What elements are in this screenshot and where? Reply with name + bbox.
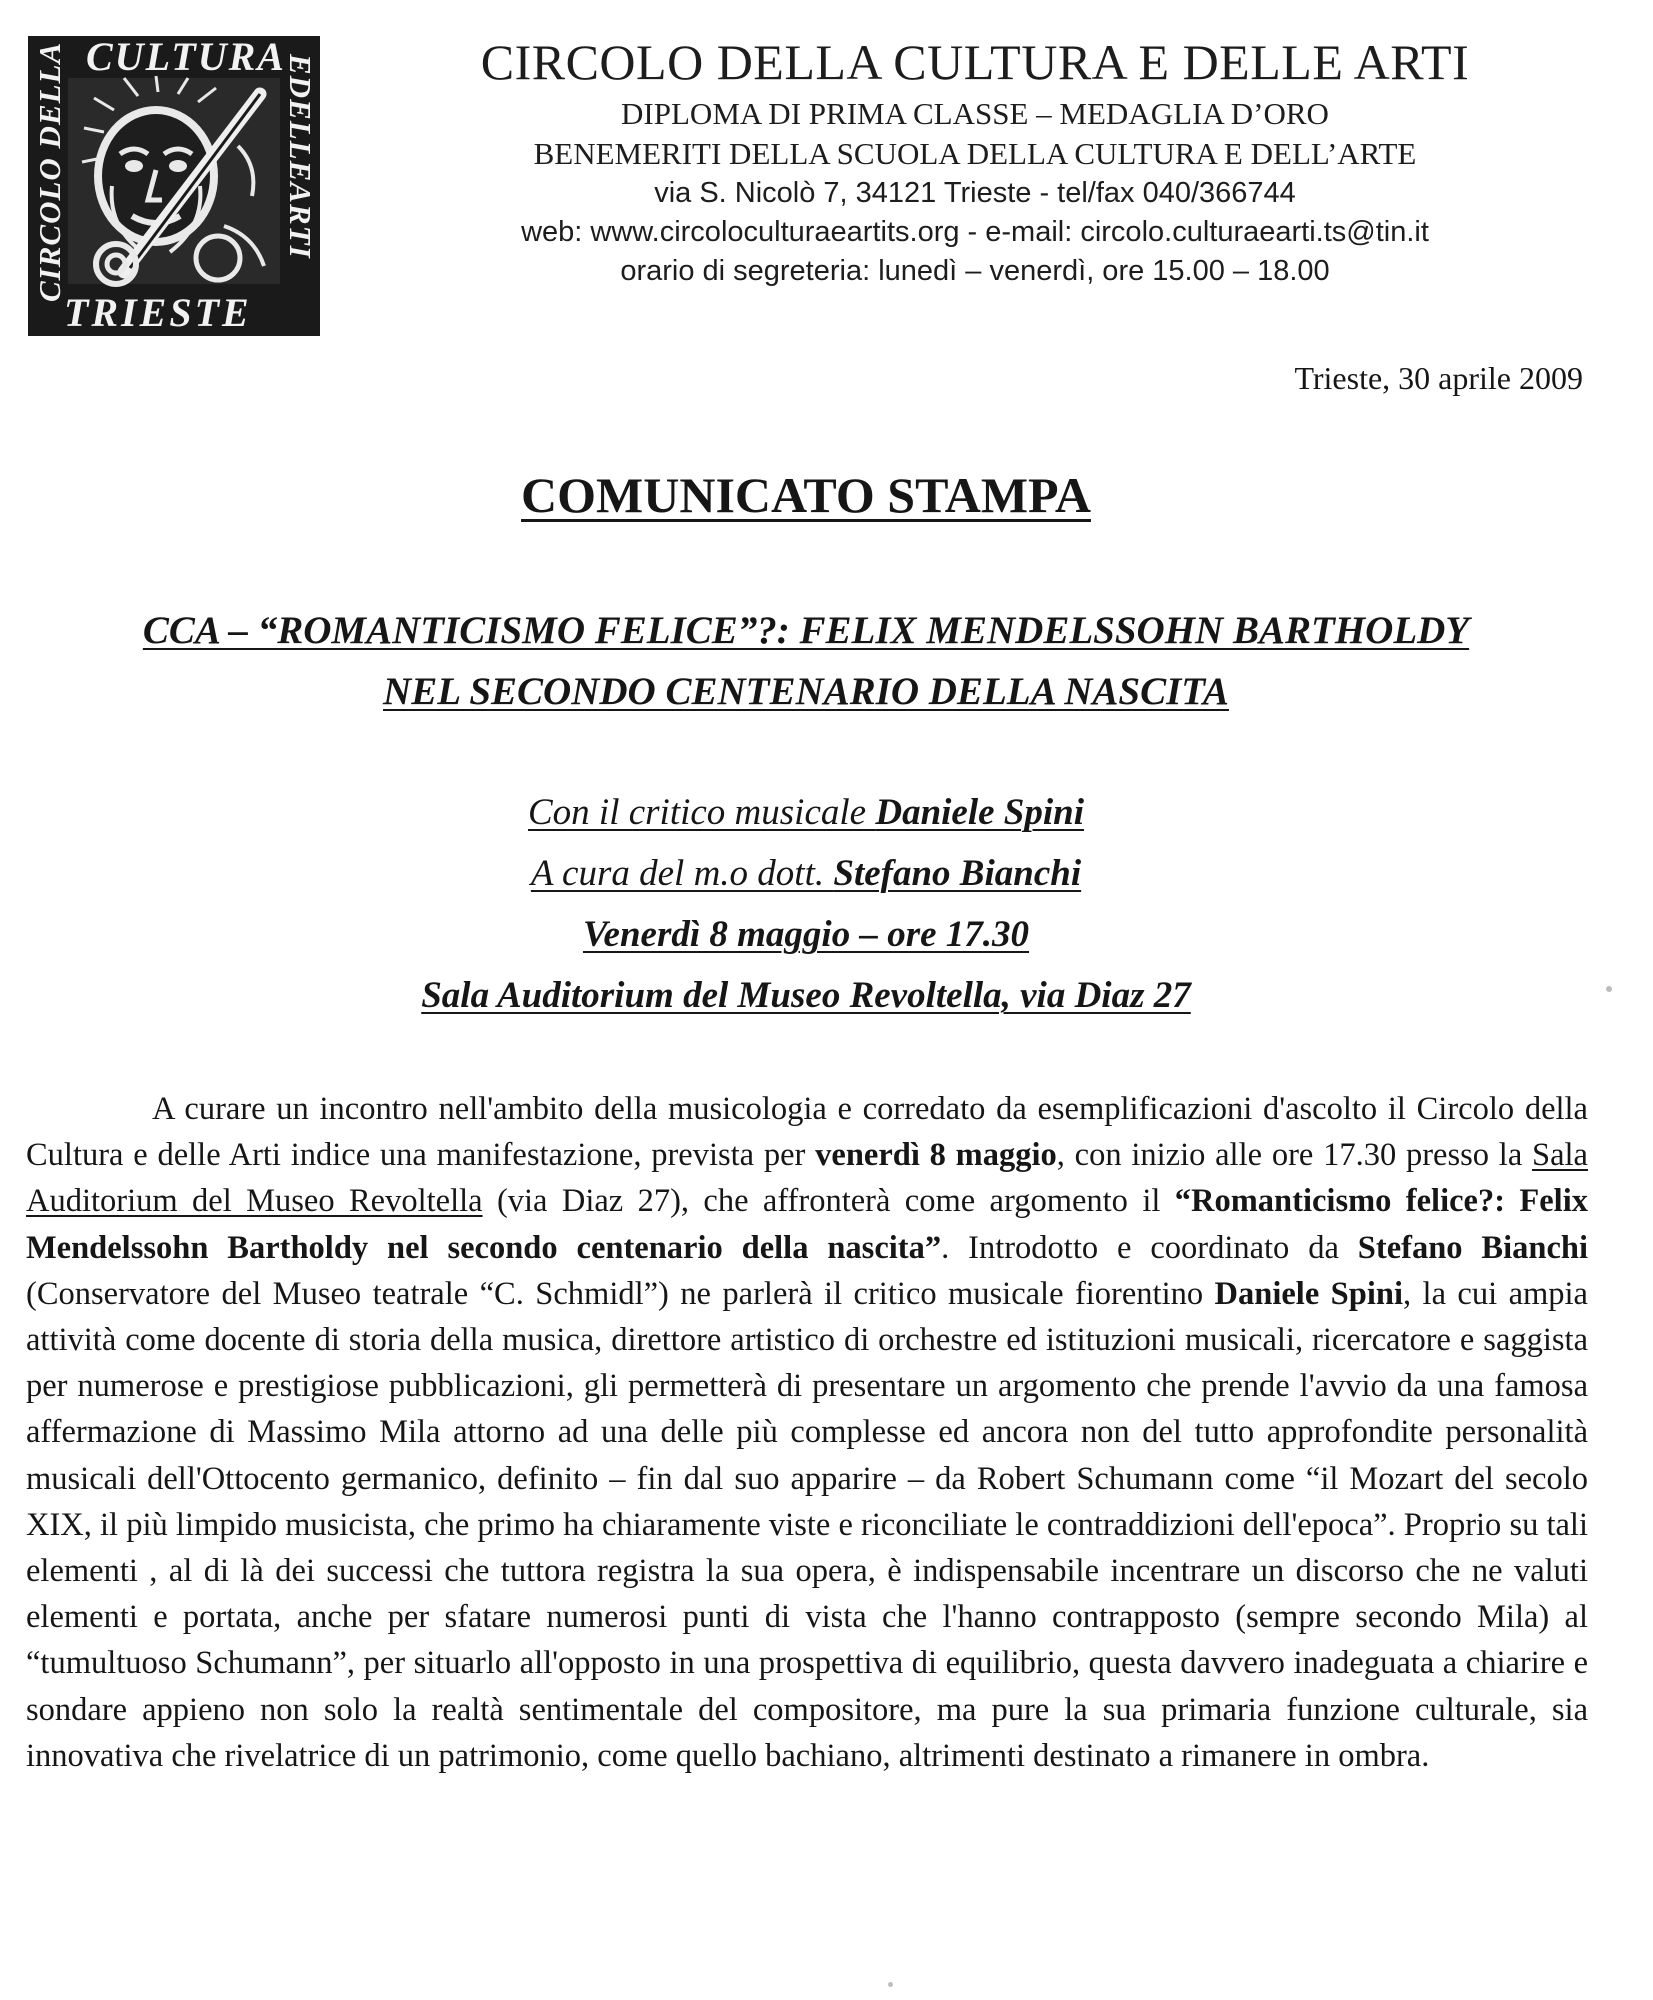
event-details: [0, 782, 1612, 1026]
contact-line: web: www.circoloculturaeartits.org - e-mail: circolo.culturaearti.ts@tin.it: [521, 216, 1429, 248]
body-venue: Sala Auditorium del Museo Revoltella: [26, 1137, 1588, 1220]
merit-line: BENEMERITI DELLA SCUOLA DELLA CULTURA E DELL’ARTE: [533, 136, 1417, 171]
body-text-6: , la cui ampia attività come docente di storia della musica, direttore artistico di orchestre ed istituzioni musicali, ricercatore e saggista per numerose e prestigiose pubblicazioni, gli permetterà di presentare un argomento che prende l'avvio da una famosa affermazione di Massimo Mila attorno ad una delle più complesse ed ancora non del tutto approfondite personalità musicali dell'Ottocento germanico, definito – fin dal suo apparire – da Robert Schumann come “il Mozart del secolo XIX, il più limpido musicista, che primo ha chiaramente viste e riconciliate le contraddizioni dell'epoca”. Proprio su tali elementi , al di là dei successi che tuttora registra la sua opera, è indispensabile incentrare un discorso che ne valuti elementi e portata, anche per sfatare numerosi punti di vista che l'hanno contrapposto (sempre secondo Mila) al “tumultuoso Schumann”, per situarlo all'opposto in una prospettiva di equilibrio, questa davvero inadeguata a chiarire e sondare appieno non solo la realtà sentimentale del compositore, ma pure la sua primaria funzione culturale, sia innovativa che rivelatrice di un patrimonio, come quello bachiano, altrimenti destinato a rimanere in ombra.: [26, 1275, 1588, 1774]
body-bold-curator: Stefano Bianchi: [1357, 1229, 1588, 1266]
event-datetime: Venerdì 8 maggio – ore 17.30: [582, 914, 1030, 955]
event-subtitle: [0, 600, 1612, 722]
critic-line: [528, 792, 1084, 833]
curator-prefix: A cura del m.o dott.: [530, 853, 834, 894]
svg-text:CULTURA: CULTURA: [86, 36, 286, 79]
scan-speck: [1606, 986, 1612, 992]
award-line: DIPLOMA DI PRIMA CLASSE – MEDAGLIA D’ORO: [621, 96, 1329, 131]
office-hours-line: orario di segreteria: lunedì – venerdì, ore 15.00 – 18.00: [620, 255, 1330, 287]
press-release-title: COMUNICATO STAMPA: [521, 467, 1091, 523]
svg-text:EDELLEARTI: EDELLEARTI: [283, 54, 318, 259]
critic-name: Daniele Spini: [875, 792, 1085, 833]
body-text-1: A curare un incontro nell'ambito della musicologia e corredato da esemplificazioni d'ascolto il Circolo della Cultura e delle Arti indice una manifestazione, prevista per: [26, 1091, 1588, 1174]
body-paragraph: [26, 1086, 1588, 1779]
organization-name: CIRCOLO DELLA CULTURA E DELLE ARTI: [480, 34, 1470, 90]
address-line: via S. Nicolò 7, 34121 Trieste - tel/fax 040/366744: [654, 177, 1296, 209]
curator-line: [531, 853, 1081, 894]
body-text-2: , con inizio alle ore 17.30 presso la: [1056, 1137, 1533, 1174]
event-venue: Sala Auditorium del Museo Revoltella, via Diaz 27: [421, 975, 1191, 1016]
body-text-4: . Introdotto e coordinato da: [941, 1229, 1358, 1266]
body-bold-topic: “Romanticismo felice?: Felix Mendelssohn Bartholdy nel secondo centenario della nascita”: [26, 1183, 1588, 1266]
document-date: Trieste, 30 aprile 2009: [1294, 360, 1583, 396]
body-bold-critic: Daniele Spini: [1214, 1275, 1403, 1312]
circolo-logo: [28, 36, 320, 336]
subtitle-line-2: NEL SECONDO CENTENARIO DELLA NASCITA: [383, 670, 1229, 713]
svg-text:CIRCOLO DELLA: CIRCOLO DELLA: [32, 41, 67, 302]
body-bold-date: venerdì 8 maggio: [815, 1137, 1057, 1174]
scan-speck: [888, 1982, 893, 1987]
body-text-5: (Conservatore del Museo teatrale “C. Schmidl”) ne parlerà il critico musicale fiorentino: [26, 1275, 1215, 1312]
svg-text:TRIESTE: TRIESTE: [64, 290, 252, 335]
curator-name: Stefano Bianchi: [833, 853, 1082, 894]
body-text-3: (via Diaz 27), che affronterà come argomento il: [482, 1183, 1175, 1220]
letterhead: [360, 30, 1590, 291]
subtitle-line-1: CCA – “ROMANTICISMO FELICE”?: FELIX MENDELSSOHN BARTHOLDY: [142, 609, 1470, 652]
critic-prefix: Con il critico musicale: [527, 792, 876, 833]
